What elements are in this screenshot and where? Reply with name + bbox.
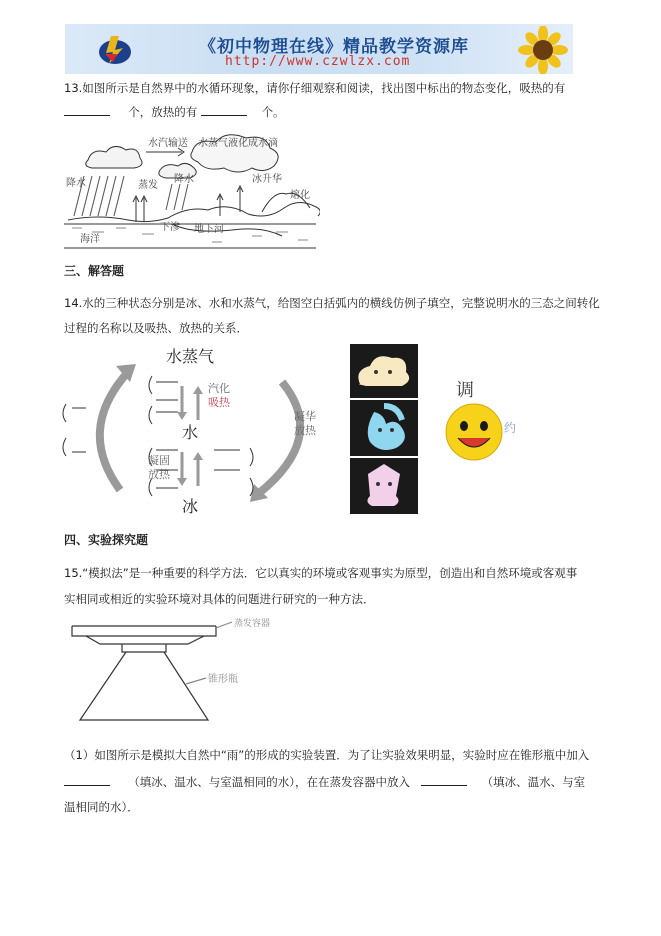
state-water: 水 (182, 423, 199, 442)
q13-blank-absorb[interactable] (64, 103, 110, 116)
label-diao: 调 (456, 380, 474, 401)
label-yue: 约 (504, 421, 517, 435)
label-infiltration: 下渗 (160, 222, 180, 233)
q13-text-part-b: 个。 (261, 105, 285, 119)
q15-part1-line3: 温相同的水）． (64, 800, 139, 814)
header-banner (65, 24, 573, 74)
smiley-icon (428, 378, 524, 470)
banner-url[interactable]: http://www.czwlzx.com (225, 54, 411, 69)
q15-text-part-b: （填冰、温水、与室温相同的水），在在蒸发容器中放入 (128, 775, 411, 789)
label-evaporation: 蒸发 (138, 180, 158, 191)
q13-text-part-a: 个，放热的有 (128, 105, 198, 119)
q13-text-line2 (64, 103, 285, 121)
label-sea: 海洋 (80, 234, 100, 245)
q15-part1-line1: （1）如图所示是模拟大自然中“雨”的形成的实验装置．为了让实验效果明显，实验时应在锥形瓶中加入 (64, 748, 590, 762)
label-vapor: 水蒸气液化成水滴 (198, 138, 278, 149)
label-vapor-transport: 水汽输送 (148, 138, 188, 149)
label-release: 放热 (148, 468, 170, 481)
section-3-heading: 三、解答题 (64, 264, 125, 278)
water-states-diagram (58, 342, 338, 518)
q15-part1-line2 (64, 773, 585, 791)
q15-blank-container[interactable] (421, 773, 467, 786)
cartoon-states-image (350, 344, 418, 514)
q15-text-line2: 实相同或相近的实验环境对具体的问题进行研究的一种方法． (64, 592, 375, 606)
q14-text-line2: 过程的名称以及吸热、放热的关系． (64, 321, 248, 335)
state-ice: 冰 (182, 497, 199, 516)
sunflower-icon (513, 26, 569, 74)
section-4-heading: 四、实验探究题 (64, 533, 149, 547)
q14-text-line1: 14.水的三种状态分别是冰、水和水蒸气，给图空白括弧内的横线仿例子填空，完整说明水的三态之间转化 (64, 296, 600, 310)
label-rain: 降水 (66, 178, 86, 189)
label-rain2: 降水 (174, 174, 194, 185)
state-vapor: 水蒸气 (166, 347, 215, 366)
label-deposit: 凝华 (294, 410, 316, 423)
label-groundwater: 地下河 (194, 224, 224, 235)
site-logo-icon (97, 32, 133, 66)
apparatus-figure (66, 612, 286, 730)
banner-title: 《初中物理在线》精品教学资源库 (199, 37, 469, 57)
q15-blank-flask[interactable] (64, 773, 110, 786)
label-melting: 熔化 (290, 190, 310, 201)
label-solidify: 凝固 (148, 454, 170, 467)
label-absorb: 吸热 (208, 396, 230, 409)
q15-text-line1: 15.“模拟法”是一种重要的科学方法．它以真实的环境或客观事实为原型，创造出和自然环境或客观事 (64, 566, 578, 580)
label-ice-sublimation: 冰升华 (252, 174, 282, 185)
label-vaporize: 汽化 (208, 382, 230, 395)
q15-text-part-c: （填冰、温水、与室 (481, 775, 586, 789)
label-release2: 放热 (294, 424, 316, 437)
label-flask: 锥形瓶 (208, 674, 238, 685)
q13-blank-release[interactable] (201, 103, 247, 116)
label-evap-container: 蒸发容器 (234, 619, 271, 629)
q13-text-line1: 13.如图所示是自然界中的水循环现象，请你仔细观察和阅读，找出图中标出的物态变化，吸热的有 (64, 81, 566, 95)
water-cycle-figure (62, 132, 320, 250)
